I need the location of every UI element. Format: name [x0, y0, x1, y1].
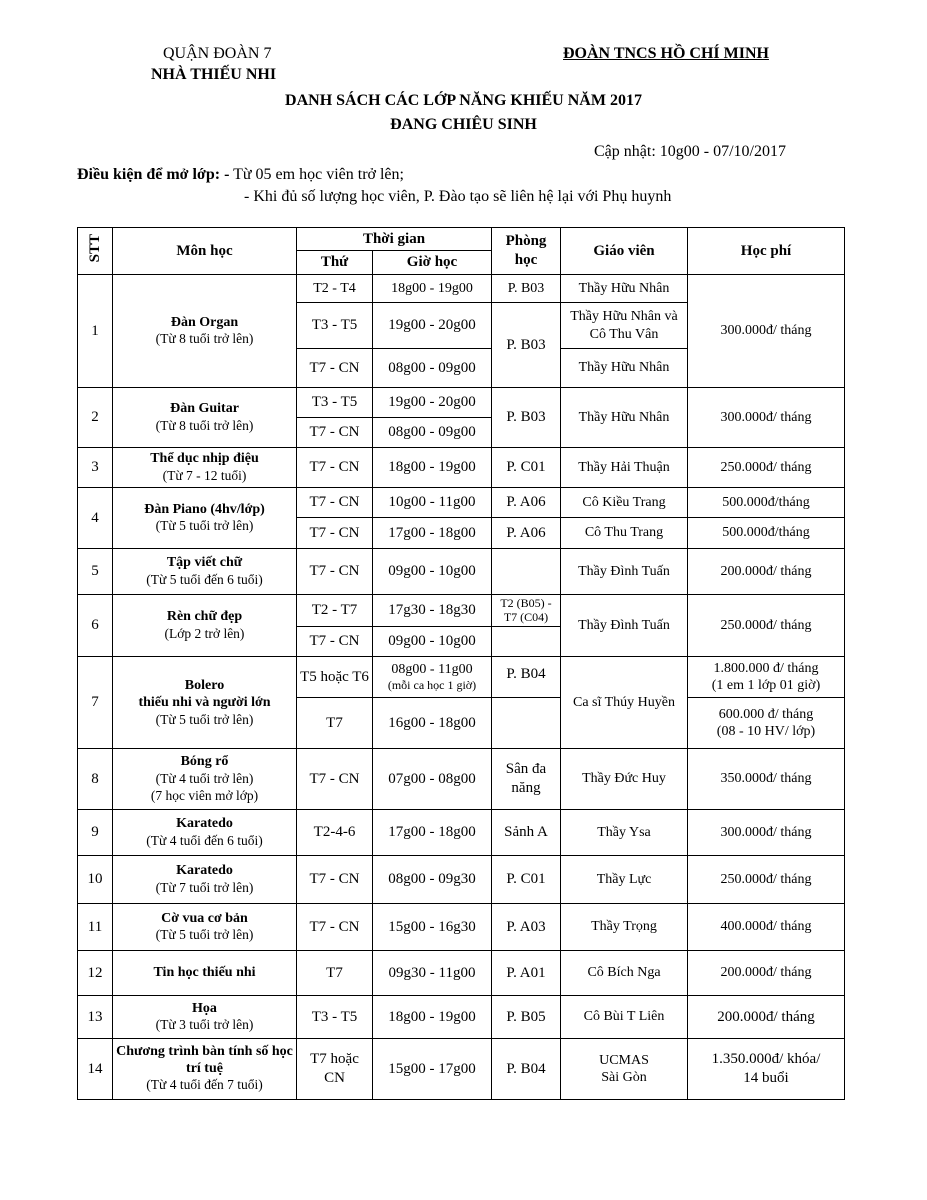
- room-cell: P. B03: [492, 303, 561, 388]
- hour-cell: 18g00 - 19g00: [373, 275, 492, 303]
- subject-name: Chương trình bàn tính số học trí tuệ: [116, 1043, 293, 1076]
- day-cell: T7: [297, 698, 373, 749]
- table-row: [78, 749, 845, 810]
- hour-cell: 07g00 - 08g00: [373, 749, 492, 810]
- room-cell: T2 (B05) - T7 (C04): [492, 595, 561, 627]
- table-row: [78, 1039, 845, 1100]
- subject-name: Tập viết chữ: [166, 555, 243, 571]
- row-number: 8: [78, 749, 113, 810]
- teacher-cell: Cô Thu Trang: [561, 518, 688, 549]
- hour-cell: 18g00 - 19g00: [373, 448, 492, 488]
- table-row: [78, 904, 845, 951]
- hour-cell: 17g30 - 18g30: [373, 595, 492, 627]
- hour-cell: 18g00 - 19g00: [373, 996, 492, 1039]
- teacher-header: Giáo viên: [561, 228, 688, 275]
- subject-note: (7 học viên mở lớp): [150, 787, 259, 803]
- day-cell: T7 hoặc CN: [297, 1039, 373, 1100]
- fee-cell: [688, 1039, 845, 1100]
- conditions-label: Điều kiện để mở lớp: -: [77, 166, 230, 183]
- subject-age: (Từ 8 tuổi trở lên): [155, 331, 254, 347]
- subject-cell: [113, 595, 297, 657]
- subject-cell: [113, 810, 297, 856]
- subject-name: Cờ vua cơ bản: [161, 910, 248, 926]
- fee-cell: 350.000đ/ tháng: [688, 749, 845, 810]
- teacher-location: Sài Gòn: [601, 1070, 647, 1085]
- fee-cell: 200.000đ/ tháng: [688, 996, 845, 1039]
- day-cell: T7: [297, 951, 373, 996]
- subject-name: Thể dục nhịp điệu: [150, 451, 259, 467]
- room-cell: P. A03: [492, 904, 561, 951]
- update-time: Cập nhật: 10g00 - 07/10/2017: [594, 143, 786, 160]
- district-union: QUẬN ĐOÀN 7: [163, 45, 272, 62]
- day-cell: T7 - CN: [297, 904, 373, 951]
- row-number: 5: [78, 549, 113, 595]
- room-cell: [492, 627, 561, 657]
- subject-cell: [113, 549, 297, 595]
- teacher-cell: Cô Bùi T Liên: [561, 996, 688, 1039]
- class-schedule-table: [77, 227, 845, 1100]
- subject-name: Rèn chữ đẹp: [166, 609, 243, 625]
- table-row: [78, 595, 845, 627]
- page-title: DANH SÁCH CÁC LỚP NĂNG KHIẾU NĂM 2017: [285, 92, 642, 109]
- hour-cell: 17g00 - 18g00: [373, 810, 492, 856]
- fee-cell: 300.000đ/ tháng: [688, 275, 845, 388]
- teacher-cell: Thầy Lực: [561, 856, 688, 904]
- fee-cell: 250.000đ/ tháng: [688, 448, 845, 488]
- hour-cell: 08g00 - 09g30: [373, 856, 492, 904]
- fee-amount: 1.350.000đ/ khóa/: [711, 1051, 821, 1068]
- teacher-cell: Thầy Ysa: [561, 810, 688, 856]
- subject-age: (Từ 7 tuổi trở lên): [155, 879, 254, 895]
- room-header: Phòng học: [492, 228, 561, 275]
- hour-note: (mỗi ca học 1 giờ): [387, 678, 477, 693]
- subject-name: Bóng rổ: [180, 754, 229, 770]
- hour-cell: 08g00 - 09g00: [373, 418, 492, 448]
- subject-cell: [113, 1039, 297, 1100]
- conditions-item-1: Từ 05 em học viên trở lên;: [229, 166, 404, 183]
- subject-cell: [113, 448, 297, 488]
- fee-cell: 400.000đ/ tháng: [688, 904, 845, 951]
- teacher-cell: Thầy Hải Thuận: [561, 448, 688, 488]
- day-cell: T3 - T5: [297, 388, 373, 418]
- day-cell: T5 hoặc T6: [297, 657, 373, 698]
- day-cell: T7 - CN: [297, 448, 373, 488]
- conditions-item-2: - Khi đủ số lượng học viên, P. Đào tạo sẽ liên hệ lại với Phụ huynh: [244, 188, 672, 205]
- table-row: [78, 951, 845, 996]
- row-number: 12: [78, 951, 113, 996]
- subject-cell: [113, 951, 297, 996]
- room-cell: Sảnh A: [492, 810, 561, 856]
- row-number: 4: [78, 488, 113, 549]
- day-cell: T7 - CN: [297, 856, 373, 904]
- row-number: 7: [78, 657, 113, 749]
- day-cell: T2-4-6: [297, 810, 373, 856]
- teacher-cell: [561, 1039, 688, 1100]
- subject-name: Karatedo: [176, 863, 233, 879]
- fee-cell: 200.000đ/ tháng: [688, 549, 845, 595]
- subject-cell: [113, 856, 297, 904]
- subject-age: (Lớp 2 trở lên): [164, 625, 245, 641]
- subject-age: (Từ 7 - 12 tuổi): [162, 467, 247, 483]
- teacher-cell: Thầy Đức Huy: [561, 749, 688, 810]
- room-cell: [492, 698, 561, 749]
- subject-name: Họa: [192, 1000, 217, 1016]
- hour-range: 08g00 - 11g00: [391, 661, 473, 677]
- table-row: [78, 856, 845, 904]
- teacher-cell: Thầy Đình Tuấn: [561, 595, 688, 657]
- hour-cell: 15g00 - 16g30: [373, 904, 492, 951]
- row-number: 9: [78, 810, 113, 856]
- children-house: NHÀ THIẾU NHI: [151, 66, 277, 83]
- row-number: 3: [78, 448, 113, 488]
- room-cell: P. A06: [492, 518, 561, 549]
- subject-age: (Từ 5 tuổi trở lên): [155, 711, 254, 727]
- fee-cell: 250.000đ/ tháng: [688, 595, 845, 657]
- hour-cell: 17g00 - 18g00: [373, 518, 492, 549]
- teacher-cell: Thầy Hữu Nhân và Cô Thu Vân: [561, 303, 688, 349]
- room-cell: P. A06: [492, 488, 561, 518]
- hour-header: Giờ học: [373, 251, 492, 275]
- room-cell: P. B05: [492, 996, 561, 1039]
- row-number: 10: [78, 856, 113, 904]
- hour-cell: 09g30 - 11g00: [373, 951, 492, 996]
- row-number: 2: [78, 388, 113, 448]
- teacher-name: UCMAS: [599, 1052, 649, 1068]
- day-header: Thứ: [297, 251, 373, 275]
- subject-cell: [113, 996, 297, 1039]
- hour-cell: 19g00 - 20g00: [373, 388, 492, 418]
- subject-age: (Từ 5 tuổi đến 6 tuổi): [146, 571, 263, 587]
- conditions-line-1: [77, 166, 404, 184]
- day-cell: T7 - CN: [297, 749, 373, 810]
- table-row: [78, 657, 845, 698]
- room-cell: [492, 549, 561, 595]
- hour-cell: 09g00 - 10g00: [373, 627, 492, 657]
- teacher-cell: Thầy Đình Tuấn: [561, 549, 688, 595]
- subject-age: (Từ 5 tuổi trở lên): [155, 518, 254, 534]
- subject-cell: [113, 749, 297, 810]
- table-row: [78, 549, 845, 595]
- hour-cell: [373, 657, 492, 698]
- hour-cell: 10g00 - 11g00: [373, 488, 492, 518]
- table-row: [78, 996, 845, 1039]
- room-cell: P. B03: [492, 275, 561, 303]
- subject-cell: [113, 488, 297, 549]
- subject-name: Đàn Organ: [170, 314, 239, 330]
- table-row: [78, 275, 845, 303]
- subject-cell: [113, 388, 297, 448]
- time-header: Thời gian: [297, 228, 492, 251]
- fee-cell: 500.000đ/tháng: [688, 488, 845, 518]
- day-cell: T7 - CN: [297, 627, 373, 657]
- day-cell: T7 - CN: [297, 488, 373, 518]
- day-cell: T7 - CN: [297, 349, 373, 388]
- day-cell: T7 - CN: [297, 418, 373, 448]
- fee-note: (1 em 1 lớp 01 giờ): [711, 678, 821, 693]
- table-row: [78, 810, 845, 856]
- fee-cell: 200.000đ/ tháng: [688, 951, 845, 996]
- subject-name: Đàn Guitar: [170, 401, 239, 417]
- table-row: [78, 448, 845, 488]
- subject-name: Đàn Piano (4hv/lớp): [144, 501, 265, 517]
- teacher-cell: Thầy Hữu Nhân: [561, 388, 688, 448]
- fee-header: Học phí: [688, 228, 845, 275]
- hour-cell: 15g00 - 17g00: [373, 1039, 492, 1100]
- hour-cell: 16g00 - 18g00: [373, 698, 492, 749]
- day-cell: T3 - T5: [297, 996, 373, 1039]
- day-cell: T7 - CN: [297, 549, 373, 595]
- subject-cell: [113, 275, 297, 388]
- page-subtitle: ĐANG CHIÊU SINH: [390, 116, 537, 133]
- room-cell: P. A01: [492, 951, 561, 996]
- row-number: 14: [78, 1039, 113, 1100]
- subject-cell: [113, 904, 297, 951]
- table-row: [78, 388, 845, 418]
- row-number: 13: [78, 996, 113, 1039]
- youth-union: ĐOÀN TNCS HỒ CHÍ MINH: [563, 45, 769, 62]
- subject-age: (Từ 4 tuổi trở lên): [155, 770, 254, 786]
- day-cell: T7 - CN: [297, 518, 373, 549]
- subject-name: Karatedo: [176, 816, 233, 832]
- row-number: 6: [78, 595, 113, 657]
- day-cell: T3 - T5: [297, 303, 373, 349]
- header-row: [78, 228, 845, 251]
- room-cell: P. B04: [492, 657, 561, 698]
- fee-cell: 300.000đ/ tháng: [688, 388, 845, 448]
- fee-amount: 600.000 đ/ tháng: [718, 706, 814, 722]
- teacher-cell: Ca sĩ Thúy Huyền: [561, 657, 688, 749]
- day-cell: T2 - T4: [297, 275, 373, 303]
- teacher-cell: Thầy Hữu Nhân: [561, 275, 688, 303]
- room-cell: P. C01: [492, 448, 561, 488]
- subject-name: Bolero: [184, 677, 225, 693]
- fee-cell: 250.000đ/ tháng: [688, 856, 845, 904]
- stt-header: STT: [78, 228, 113, 275]
- room-cell: Sân đa năng: [492, 749, 561, 810]
- table-row: [78, 488, 845, 518]
- subject-cell: [113, 657, 297, 749]
- subject-age: (Từ 5 tuổi trở lên): [155, 927, 254, 943]
- subject-name: Tin học thiếu nhi: [153, 965, 256, 981]
- teacher-cell: Cô Kiều Trang: [561, 488, 688, 518]
- hour-cell: 19g00 - 20g00: [373, 303, 492, 349]
- subject-age: (Từ 3 tuổi trở lên): [155, 1017, 254, 1033]
- room-cell: P. B03: [492, 388, 561, 448]
- subject-age: (Từ 4 tuổi đến 7 tuổi): [146, 1077, 263, 1093]
- row-number: 11: [78, 904, 113, 951]
- fee-amount: 1.800.000 đ/ tháng: [713, 660, 819, 676]
- row-number: 1: [78, 275, 113, 388]
- teacher-cell: Thầy Trọng: [561, 904, 688, 951]
- room-cell: P. B04: [492, 1039, 561, 1100]
- subject-age: (Từ 4 tuổi đến 6 tuổi): [146, 832, 263, 848]
- fee-cell: 500.000đ/tháng: [688, 518, 845, 549]
- teacher-cell: Thầy Hữu Nhân: [561, 349, 688, 388]
- fee-cell: 300.000đ/ tháng: [688, 810, 845, 856]
- subject-age: (Từ 8 tuổi trở lên): [155, 417, 254, 433]
- subject-header: Môn học: [113, 228, 297, 275]
- subject-name-line2: thiếu nhi và người lớn: [138, 695, 271, 711]
- hour-cell: 09g00 - 10g00: [373, 549, 492, 595]
- teacher-cell: Cô Bích Nga: [561, 951, 688, 996]
- room-cell: P. C01: [492, 856, 561, 904]
- fee-cell: [688, 657, 845, 698]
- fee-note: (08 - 10 HV/ lớp): [716, 724, 816, 739]
- fee-cell: [688, 698, 845, 749]
- day-cell: T2 - T7: [297, 595, 373, 627]
- hour-cell: 08g00 - 09g00: [373, 349, 492, 388]
- fee-sessions: 14 buổi: [743, 1070, 789, 1086]
